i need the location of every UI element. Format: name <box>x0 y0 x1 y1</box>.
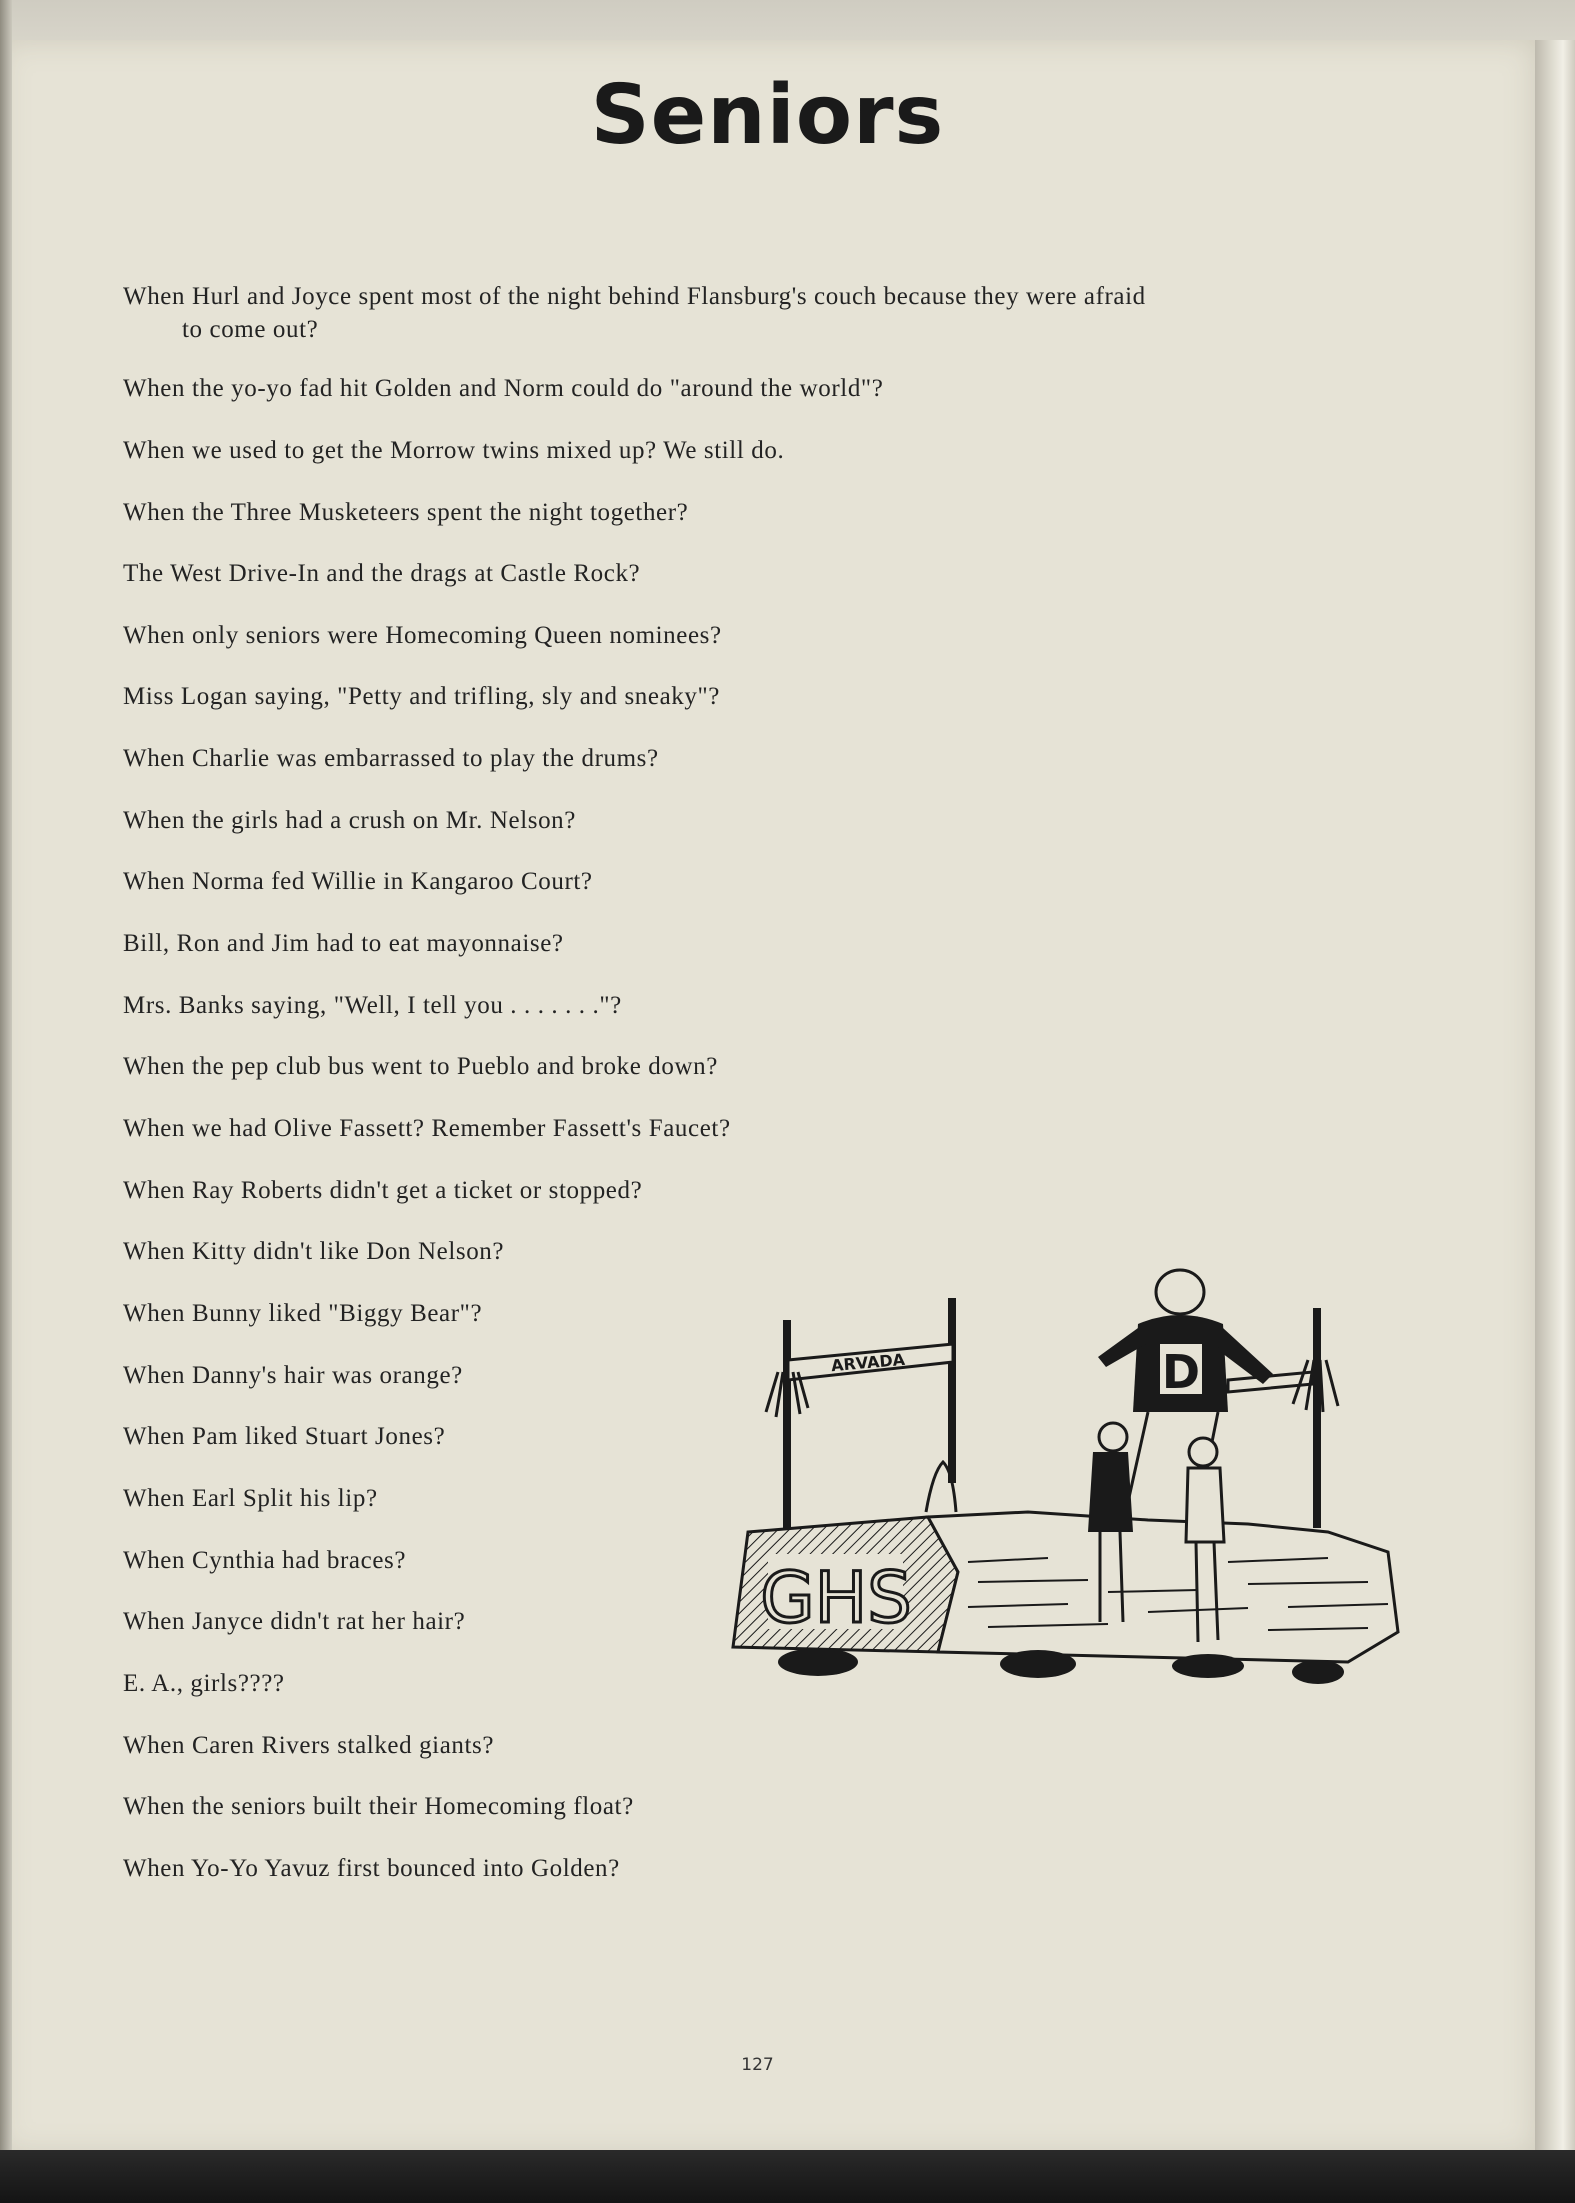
memory-line: Mrs. Banks saying, "Well, I tell you . . . . . . ."? <box>123 992 622 1019</box>
paper-sheet <box>0 40 1535 2155</box>
small-figure-head <box>1099 1423 1127 1451</box>
memory-line: When Kitty didn't like Don Nelson? <box>123 1238 505 1265</box>
book-left-edge <box>0 0 12 2203</box>
memory-line: When Caren Rivers stalked giants? <box>123 1732 495 1759</box>
banner-pole-left <box>783 1320 791 1530</box>
memory-line: When Ray Roberts didn't get a ticket or stopped? <box>123 1177 643 1204</box>
memory-line: When Cynthia had braces? <box>123 1547 407 1574</box>
float-wheel <box>778 1648 858 1676</box>
memory-line: When Janyce didn't rat her hair? <box>123 1608 466 1635</box>
scan-bottom-edge <box>0 2150 1575 2203</box>
memory-line: When the Three Musketeers spent the night together? <box>123 499 689 526</box>
memory-line: When Danny's hair was orange? <box>123 1362 463 1389</box>
memory-line: When the yo-yo fad hit Golden and Norm could do "around the world"? <box>123 375 884 402</box>
memory-line: The West Drive-In and the drags at Castle Rock? <box>123 560 641 587</box>
memory-line: E. A., girls???? <box>123 1670 285 1697</box>
sweater-letter-text: D <box>1161 1345 1201 1399</box>
banner-pole-middle <box>948 1298 956 1483</box>
banner-pole-right <box>1313 1308 1321 1528</box>
memory-line: When Yo-Yo Yavuz first bounced into Golden? <box>123 1855 620 1882</box>
figure-head <box>1156 1270 1204 1314</box>
child-figure-head <box>1189 1438 1217 1466</box>
memory-line-continuation: to come out? <box>182 316 319 343</box>
memory-line: When the seniors built their Homecoming float? <box>123 1793 634 1820</box>
child-figure-body <box>1186 1468 1224 1542</box>
memory-line: When the pep club bus went to Pueblo and broke down? <box>123 1053 718 1080</box>
float-wheel <box>1292 1660 1344 1684</box>
scan-top-edge <box>0 0 1575 44</box>
memory-line: When Norma fed Willie in Kangaroo Court? <box>123 868 593 895</box>
memory-line: When Pam liked Stuart Jones? <box>123 1423 446 1450</box>
float-wheel <box>1000 1650 1076 1678</box>
memory-line: When Earl Split his lip? <box>123 1485 378 1512</box>
float-wheel <box>1172 1654 1244 1678</box>
memory-line: When only seniors were Homecoming Queen nominees? <box>123 622 722 649</box>
page-number: 127 <box>741 2055 774 2075</box>
page-title: Seniors <box>590 68 945 163</box>
memory-line: When we used to get the Morrow twins mixed up? We still do. <box>123 437 785 464</box>
memory-line: When Bunny liked "Biggy Bear"? <box>123 1300 483 1327</box>
memory-line: When the girls had a crush on Mr. Nelson? <box>123 807 576 834</box>
memory-line: When Hurl and Joyce spent most of the night behind Flansburg's couch because they were afraid <box>123 283 1146 310</box>
book-right-edge <box>1535 40 1575 2160</box>
memory-line: When Charlie was embarrassed to play the drums? <box>123 745 659 772</box>
ghs-float-text: GHS <box>760 1557 912 1639</box>
memory-line: Bill, Ron and Jim had to eat mayonnaise? <box>123 930 564 957</box>
memory-line: Miss Logan saying, "Petty and trifling, sly and sneaky"? <box>123 683 720 710</box>
small-figure-body <box>1088 1452 1133 1532</box>
homecoming-float-drawing <box>728 1262 1408 1702</box>
float-body <box>928 1512 1398 1662</box>
arvada-banner-text: ARVADA <box>830 1349 906 1376</box>
memory-line: When we had Olive Fassett? Remember Fassett's Faucet? <box>123 1115 731 1142</box>
